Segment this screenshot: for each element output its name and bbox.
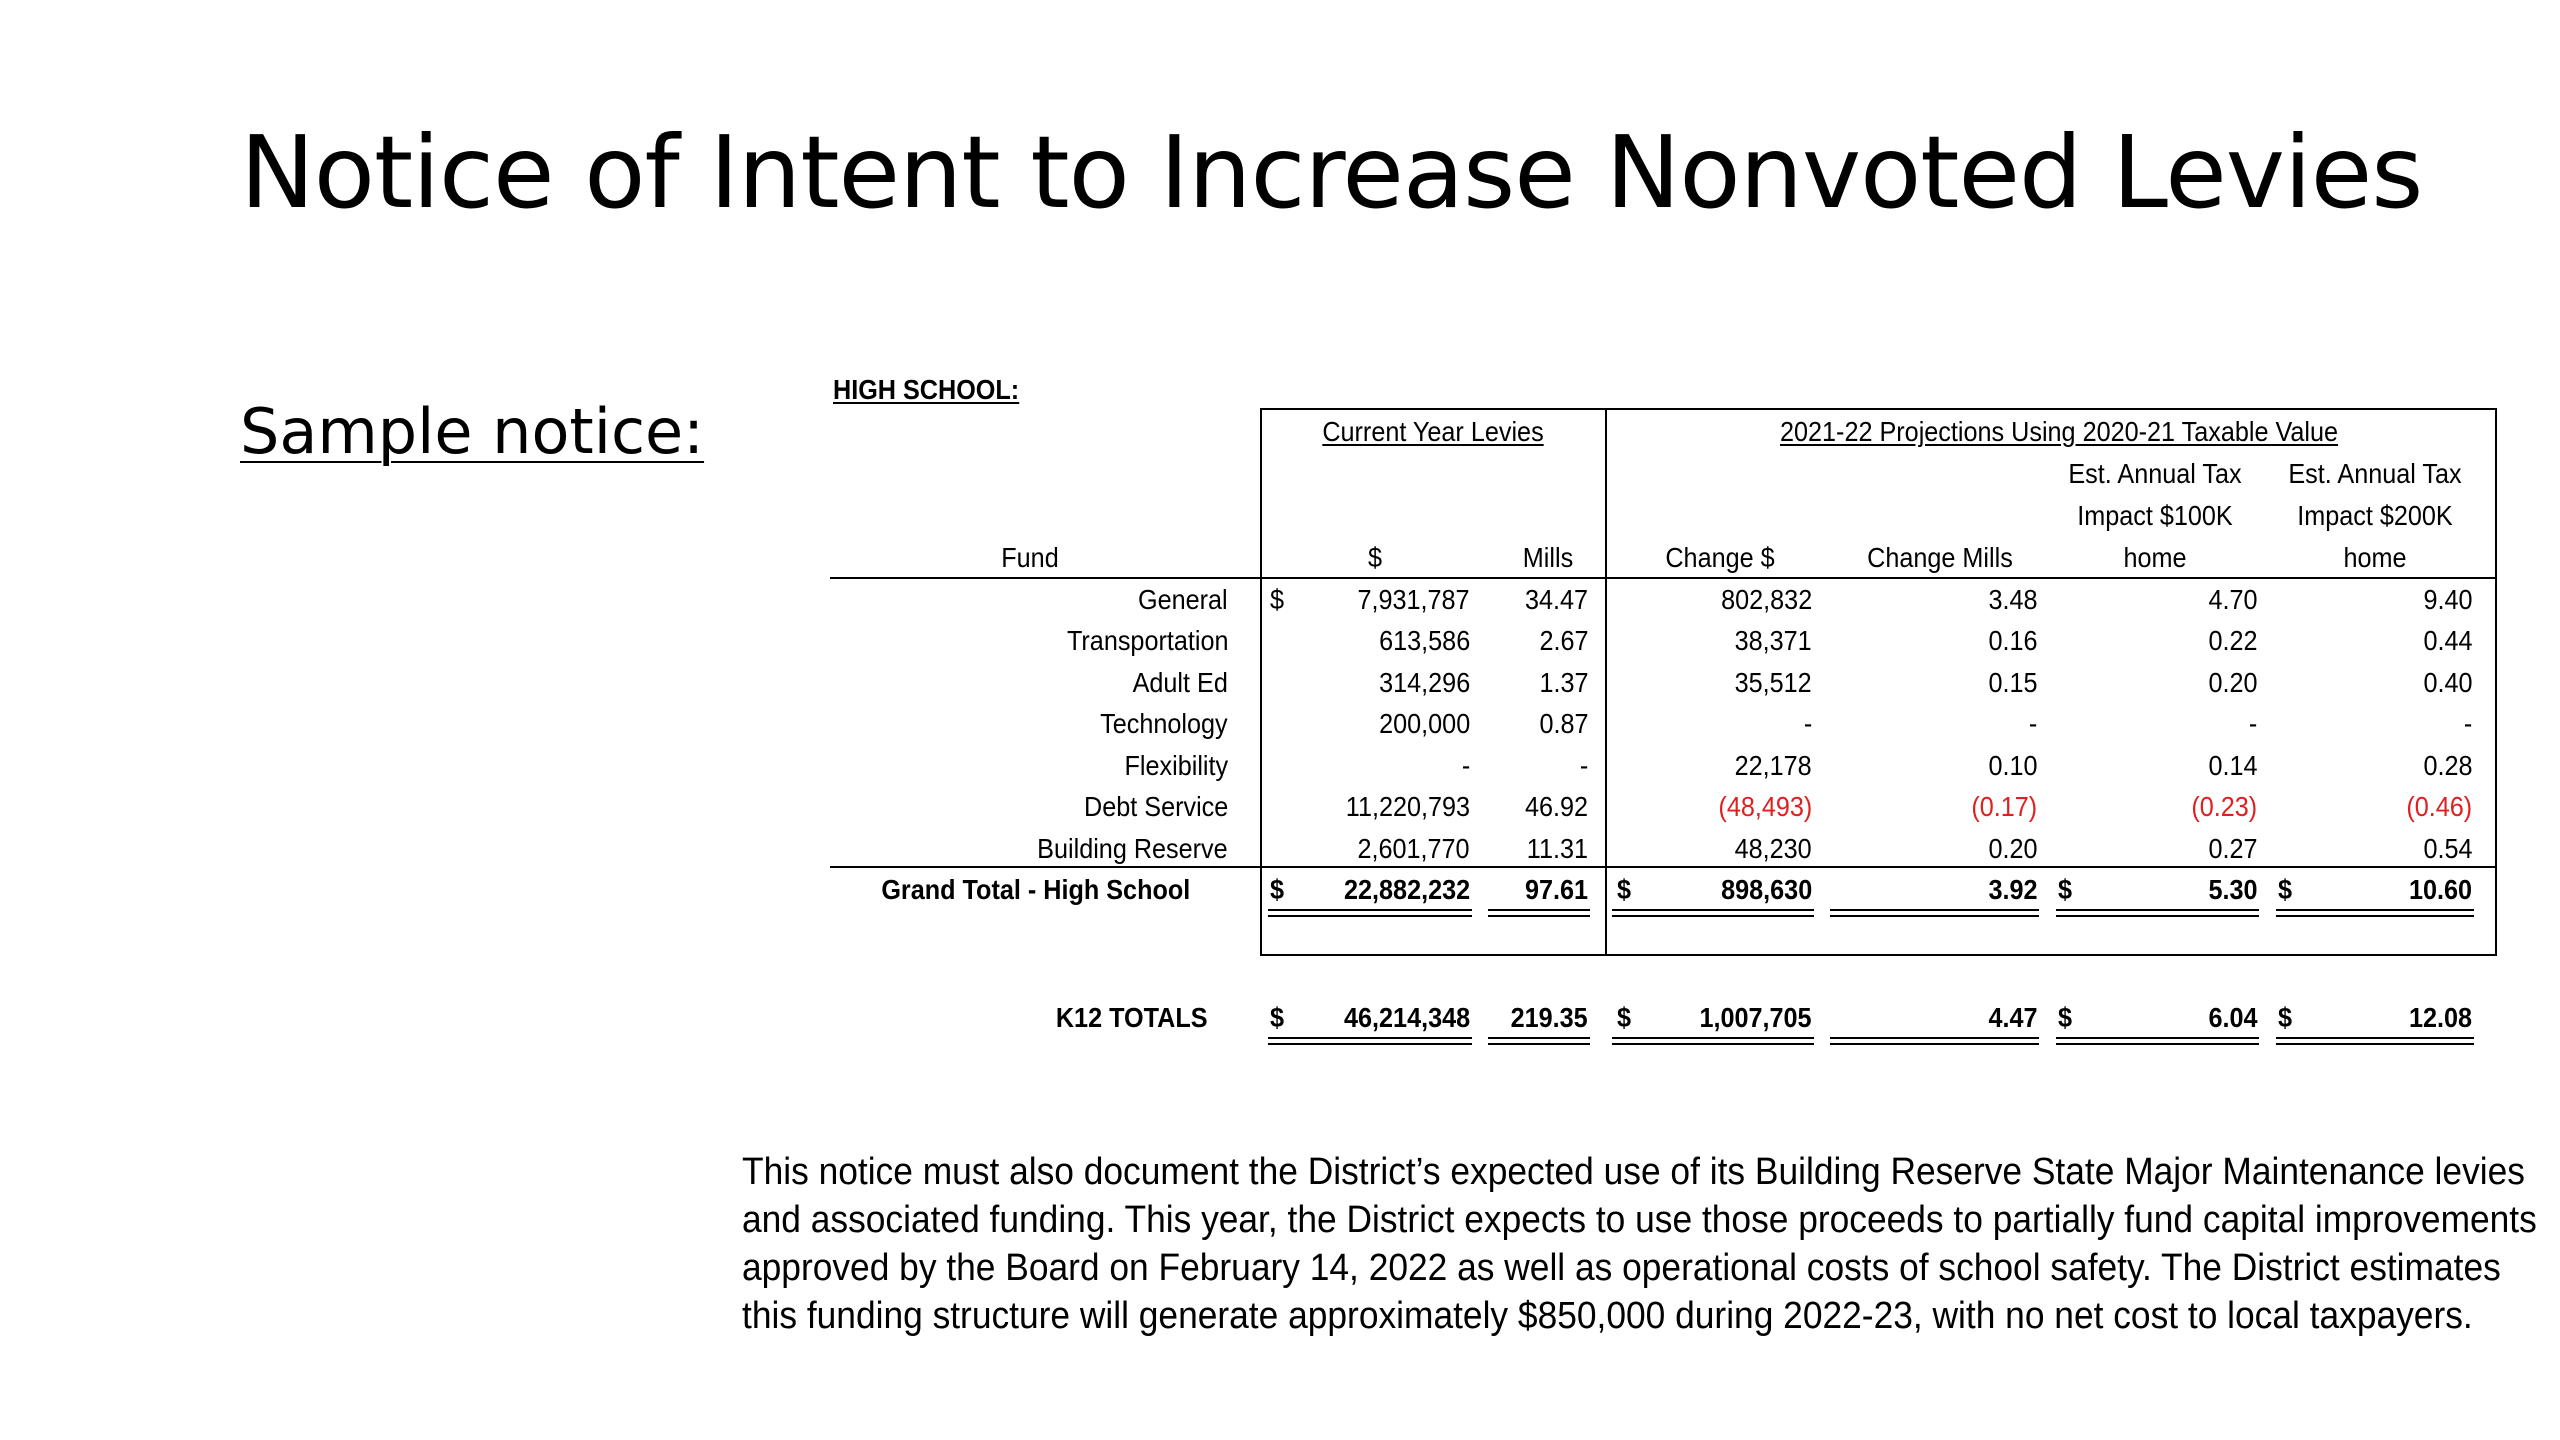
current-dollars: 613,586 bbox=[1378, 625, 1470, 656]
projections-header: 2021-22 Projections Using 2020-21 Taxable Value bbox=[1780, 416, 2339, 447]
k12-totals-underline bbox=[1268, 1043, 1472, 1045]
grand-total-underline bbox=[1268, 915, 1472, 917]
sample-notice-label: Sample notice: bbox=[240, 395, 705, 468]
column-header-impact-100k: Impact $100K bbox=[2077, 500, 2233, 531]
k12-totals-underline bbox=[1488, 1037, 1590, 1039]
impact-100k: (0.23) bbox=[2191, 791, 2257, 822]
currency-symbol: $ bbox=[2278, 1002, 2293, 1033]
change-mills: 0.16 bbox=[1987, 625, 2037, 656]
header-rule bbox=[830, 577, 2497, 579]
k12-totals-change-dollars: 1,007,705 bbox=[1699, 1002, 1812, 1033]
impact-200k: - bbox=[2463, 708, 2472, 739]
grand-total-underline bbox=[1830, 915, 2039, 917]
change-dollars: 802,832 bbox=[1720, 584, 1812, 615]
impact-100k: - bbox=[2248, 708, 2257, 739]
impact-200k: (0.46) bbox=[2406, 791, 2472, 822]
grand-total-underline bbox=[1268, 909, 1472, 911]
column-header-change-mills: Change Mills bbox=[1867, 542, 2013, 573]
grand-total-underline bbox=[2276, 915, 2474, 917]
k12-totals-underline bbox=[1830, 1043, 2039, 1045]
grand-total-underline bbox=[1612, 909, 1814, 911]
impact-100k: 0.20 bbox=[2207, 667, 2257, 698]
current-year-header: Current Year Levies bbox=[1322, 416, 1544, 447]
grand-total-underline bbox=[2276, 909, 2474, 911]
fund-name: Debt Service bbox=[1083, 791, 1228, 822]
grand-total-underline bbox=[1830, 909, 2039, 911]
currency-symbol: $ bbox=[2058, 874, 2073, 905]
impact-200k: 0.28 bbox=[2422, 750, 2472, 781]
k12-totals-underline bbox=[2056, 1043, 2259, 1045]
grand-total-impact-200k: 10.60 bbox=[2408, 874, 2472, 905]
current-mills: 46.92 bbox=[1524, 791, 1588, 822]
impact-200k: 9.40 bbox=[2422, 584, 2472, 615]
fund-name: Technology bbox=[1100, 708, 1228, 739]
currency-symbol: $ bbox=[1617, 874, 1632, 905]
change-dollars: - bbox=[1803, 708, 1812, 739]
current-mills: 1.37 bbox=[1538, 667, 1588, 698]
grand-total-underline bbox=[1488, 909, 1590, 911]
fund-name: Building Reserve bbox=[1037, 833, 1228, 864]
grand-total-change-mills: 3.92 bbox=[1987, 874, 2037, 905]
impact-100k: 0.14 bbox=[2207, 750, 2257, 781]
fund-name: Flexibility bbox=[1124, 750, 1228, 781]
fund-name: Transportation bbox=[1066, 625, 1228, 656]
k12-totals-underline bbox=[2276, 1037, 2474, 1039]
current-mills: 34.47 bbox=[1524, 584, 1588, 615]
column-header-impact-200k: home bbox=[2343, 542, 2407, 573]
k12-totals-underline bbox=[2276, 1043, 2474, 1045]
k12-totals-impact-100k: 6.04 bbox=[2207, 1002, 2257, 1033]
change-mills: 0.15 bbox=[1987, 667, 2037, 698]
column-header-mills: Mills bbox=[1522, 542, 1574, 573]
change-dollars: 22,178 bbox=[1734, 750, 1812, 781]
impact-200k: 0.40 bbox=[2422, 667, 2472, 698]
change-mills: 0.10 bbox=[1987, 750, 2037, 781]
grand-total-underline bbox=[1488, 915, 1590, 917]
change-mills: - bbox=[2028, 708, 2037, 739]
notice-line: this funding structure will generate approximately $850,000 during 2022-23, with no net cost to local taxpayers. bbox=[742, 1295, 2473, 1337]
grand-total-underline bbox=[1612, 915, 1814, 917]
change-dollars: 35,512 bbox=[1734, 667, 1812, 698]
slide-title: Notice of Intent to Increase Nonvoted Levies bbox=[240, 114, 2423, 231]
impact-100k: 0.27 bbox=[2207, 833, 2257, 864]
impact-100k: 0.22 bbox=[2207, 625, 2257, 656]
notice-paragraph bbox=[742, 1148, 2537, 1340]
k12-totals-dollars: 46,214,348 bbox=[1343, 1002, 1470, 1033]
impact-200k: 0.54 bbox=[2422, 833, 2472, 864]
section-heading: HIGH SCHOOL: bbox=[833, 374, 1020, 405]
change-mills: 0.20 bbox=[1987, 833, 2037, 864]
change-mills: 3.48 bbox=[1987, 584, 2037, 615]
column-header-fund: Fund bbox=[1001, 542, 1059, 573]
grand-total-mills: 97.61 bbox=[1524, 874, 1588, 905]
k12-totals-underline bbox=[1268, 1037, 1472, 1039]
k12-totals-underline bbox=[2056, 1037, 2259, 1039]
currency-symbol: $ bbox=[1270, 874, 1285, 905]
change-dollars: 48,230 bbox=[1734, 833, 1812, 864]
k12-totals-label: K12 TOTALS bbox=[1056, 1002, 1208, 1033]
table-box-left bbox=[1260, 408, 1262, 956]
current-dollars: - bbox=[1461, 750, 1470, 781]
currency-symbol: $ bbox=[2058, 1002, 2073, 1033]
change-mills: (0.17) bbox=[1971, 791, 2037, 822]
column-header-impact-200k: Impact $200K bbox=[2297, 500, 2453, 531]
k12-totals-underline bbox=[1488, 1043, 1590, 1045]
current-dollars: 314,296 bbox=[1378, 667, 1470, 698]
currency-symbol: $ bbox=[1270, 1002, 1285, 1033]
k12-totals-underline bbox=[1612, 1037, 1814, 1039]
table-box-divider bbox=[1605, 408, 1607, 956]
column-header-impact-100k: Est. Annual Tax bbox=[2068, 458, 2242, 489]
k12-totals-mills: 219.35 bbox=[1510, 1002, 1588, 1033]
grand-total-underline bbox=[2056, 909, 2259, 911]
currency-symbol: $ bbox=[2278, 874, 2293, 905]
change-dollars: 38,371 bbox=[1734, 625, 1812, 656]
current-mills: 11.31 bbox=[1526, 833, 1588, 864]
k12-totals-change-mills: 4.47 bbox=[1987, 1002, 2037, 1033]
notice-line: This notice must also document the District’s expected use of its Building Reserve State Major Maintenance levies bbox=[742, 1151, 2525, 1193]
current-dollars: 2,601,770 bbox=[1357, 833, 1470, 864]
k12-totals-underline bbox=[1612, 1043, 1814, 1045]
current-mills: 0.87 bbox=[1538, 708, 1588, 739]
column-header-dollars: $ bbox=[1367, 542, 1383, 573]
impact-200k: 0.44 bbox=[2422, 625, 2472, 656]
column-header-impact-100k: home bbox=[2123, 542, 2187, 573]
grand-total-label: Grand Total - High School bbox=[881, 874, 1190, 905]
table-box-top bbox=[1260, 408, 2497, 410]
notice-line: approved by the Board on February 14, 2022 as well as operational costs of school safety. The District estimates bbox=[742, 1247, 2501, 1289]
impact-100k: 4.70 bbox=[2207, 584, 2257, 615]
grand-total-dollars: 22,882,232 bbox=[1343, 874, 1470, 905]
current-dollars: 7,931,787 bbox=[1357, 584, 1470, 615]
fund-name: Adult Ed bbox=[1132, 667, 1228, 698]
k12-totals-impact-200k: 12.08 bbox=[2408, 1002, 2472, 1033]
table-box-bottom bbox=[1260, 954, 2497, 956]
column-header-change-dollars: Change $ bbox=[1665, 542, 1775, 573]
k12-totals-underline bbox=[1830, 1037, 2039, 1039]
change-dollars: (48,493) bbox=[1718, 791, 1812, 822]
current-dollars: 200,000 bbox=[1378, 708, 1470, 739]
grand-total-impact-100k: 5.30 bbox=[2207, 874, 2257, 905]
currency-symbol: $ bbox=[1617, 1002, 1632, 1033]
grand-total-change-dollars: 898,630 bbox=[1720, 874, 1812, 905]
fund-name: General bbox=[1138, 584, 1228, 615]
grand-total-rule bbox=[830, 866, 2497, 868]
grand-total-underline bbox=[2056, 915, 2259, 917]
table-box-right bbox=[2495, 408, 2497, 956]
current-dollars: 11,220,793 bbox=[1345, 791, 1470, 822]
current-mills: - bbox=[1579, 750, 1588, 781]
notice-line: and associated funding. This year, the District expects to use those proceeds to partially fund capital improvements bbox=[742, 1199, 2537, 1241]
column-header-impact-200k: Est. Annual Tax bbox=[2288, 458, 2462, 489]
currency-symbol: $ bbox=[1270, 584, 1285, 615]
current-mills: 2.67 bbox=[1538, 625, 1588, 656]
